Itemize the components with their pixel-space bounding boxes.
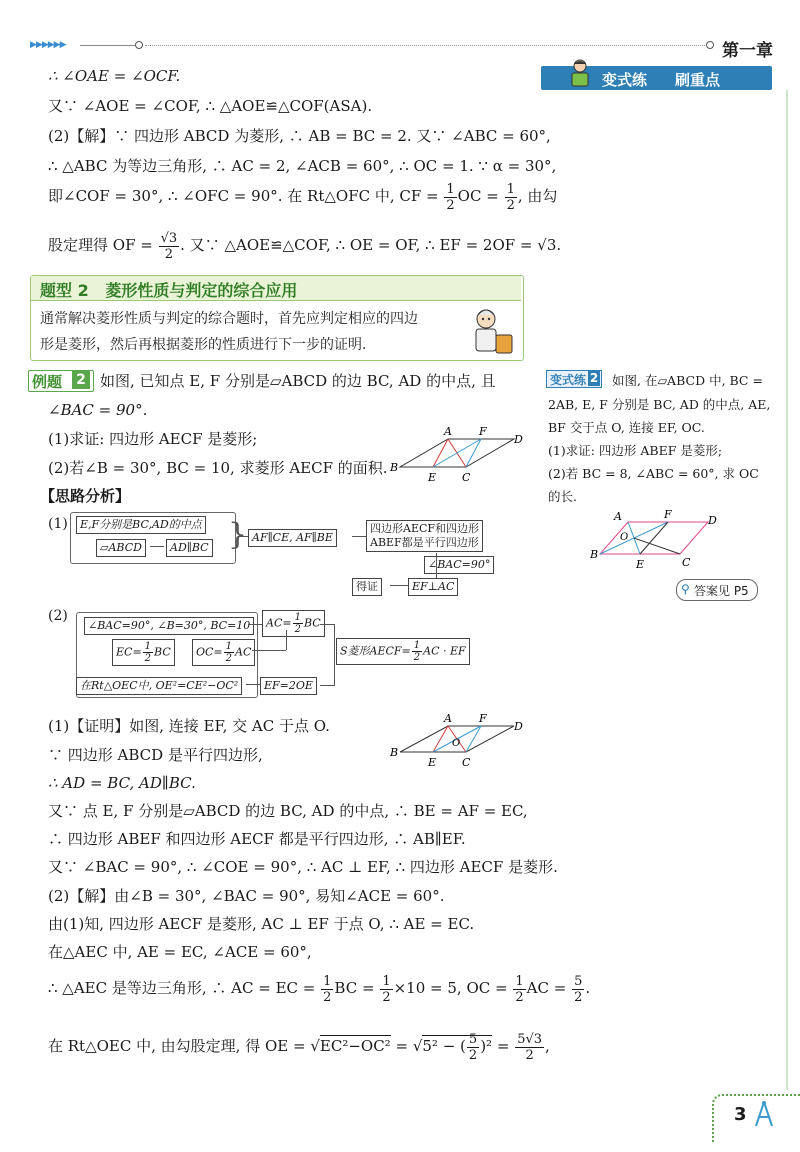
proof-line-10: ∴ △AEC 是等边三角形, ∴ AC = EC = $\frac{1}{2}$ BC = $\frac{1}{2}$ ×10 = 5, OC = $\frac{1}{2}$ AC = $\frac{5}{2}$ . xyxy=(48,973,591,1005)
header-rule-left xyxy=(80,45,135,46)
flow1-box-ef-ac: EF⊥AC xyxy=(408,578,458,596)
fig2-label-D: D xyxy=(514,720,523,733)
figure-parallelogram-3 xyxy=(590,508,730,572)
flow1-box-proven: 得证 xyxy=(352,578,382,596)
variant-line-1: 如图, 在▱ABCD 中, BC = xyxy=(612,373,763,388)
example-q1: (1)求证: 四边形 AECF 是菱形; xyxy=(48,430,258,448)
flow2-box-pythagoras: 在Rt△OEC中, OE²=CE²−OC² xyxy=(76,677,242,695)
fig3-label-D: D xyxy=(708,514,717,527)
header-dotted-rule xyxy=(145,45,705,46)
fig1-label-E: E xyxy=(428,471,437,484)
variant-line-3: BF 交于点 O, 连接 EF, OC. xyxy=(548,420,705,435)
proof-line-9: 在△AEC 中, AE = EC, ∠ACE = 60°, xyxy=(48,943,312,961)
variant-line-2: 2AB, E, F 分别是 BC, AD 的中点, AE, xyxy=(548,397,771,412)
fig2-label-O: O xyxy=(452,738,461,749)
professor-icon xyxy=(468,305,516,357)
proof-line-6: 又∵ ∠BAC = 90°, ∴ ∠COE = 90°, ∴ AC ⊥ EF, ∴ 四边形 AECF 是菱形. xyxy=(48,858,558,876)
answer-text: 答案见 P5 xyxy=(694,584,749,598)
banner-title: 变式练 xyxy=(602,71,648,89)
proof-line-3: ∴ AD = BC, AD∥BC. xyxy=(48,774,196,792)
fig1-label-B: B xyxy=(390,461,399,474)
variant-label: 变式练 xyxy=(550,373,587,387)
flow1-arrow-3 xyxy=(352,536,366,537)
flow1-box-ad-bc: AD∥BC xyxy=(166,539,213,557)
student-icon xyxy=(568,58,592,88)
chapter-title: 第一章 xyxy=(722,41,773,61)
variant-line-6: 的长. xyxy=(548,489,577,504)
flow1-box-midpoints: E,F分别是BC,AD的中点 xyxy=(76,516,206,534)
fig1-label-F: F xyxy=(479,425,487,438)
proof-line-8: 由(1)知, 四边形 AECF 是菱形, AC ⊥ EF 于点 O, ∴ AE = EC. xyxy=(48,915,475,933)
prev-line-3: (2)【解】∵ 四边形 ABCD 为菱形, ∴ AB = BC = 2. 又∵ ∠ABC = 60°, xyxy=(48,127,551,145)
topic-title: 题型 2 菱形性质与判定的综合应用 xyxy=(40,281,298,300)
prev-line-1: ∴ ∠OAE = ∠OCF. xyxy=(48,67,181,85)
header-dot-right xyxy=(706,41,714,49)
proof-line-5: ∴ 四边形 ABEF 和四边形 AECF 都是平行四边形, ∴ AB∥EF. xyxy=(48,830,466,848)
flow2-arrow-5 xyxy=(320,624,335,686)
prev-line-5: 即∠COF = 30°, ∴ ∠OFC = 90°. 在 Rt△OFC 中, CF = $\frac{1}{2}$ OC = $\frac{1}{2}$ , 由勾 xyxy=(48,181,558,213)
fig3-label-E: E xyxy=(636,558,645,571)
fig3-label-C: C xyxy=(682,556,691,569)
proof-line-2: ∵ 四边形 ABCD 是平行四边形, xyxy=(48,746,263,764)
prev-line-6: 股定理得 OF = $\frac{√3}{2}$ . 又∵ △AOE≌△COF, ∴ OE = OF, ∴ EF = 2OF = √3. xyxy=(48,230,562,262)
right-column-divider xyxy=(786,90,788,1090)
variant-line-4: (1)求证: 四边形 ABEF 是菱形; xyxy=(548,443,723,458)
example-line-1: 如图, 已知点 E, F 分别是▱ABCD 的边 BC, AD 的中点, 且 xyxy=(100,372,496,390)
flow2-box-oc: OC= $\frac{1}{2}$ AC xyxy=(192,639,255,666)
example-line-2: ∠BAC = 90°. xyxy=(48,401,148,419)
compass-icon xyxy=(752,1100,776,1128)
flow2-box-ef: EF=2OE xyxy=(260,677,317,695)
flow2-arrow-1 xyxy=(248,624,262,625)
proof-line-11: 在 Rt△OEC 中, 由勾股定理, 得 OE = √EC²−OC² = √5² − ( $\frac{5}{2}$ )² = $\frac{5√3}{2}$ , xyxy=(48,1031,550,1063)
flow1-arrow-2 xyxy=(238,536,248,537)
analysis-title: 【思路分析】 xyxy=(40,487,131,505)
prev-line-4: ∴ △ABC 为等边三角形, ∴ AC = 2, ∠ACB = 60°, ∴ OC = 1. ∵ α = 30°, xyxy=(48,157,557,175)
flow2-arrow-2 xyxy=(252,650,286,651)
example-q2: (2)若∠B = 30°, BC = 10, 求菱形 AECF 的面积. xyxy=(48,459,388,477)
flow2-box-ec: EC= $\frac{1}{2}$ BC xyxy=(112,639,175,666)
flow1-box-bac90: ∠BAC=90° xyxy=(424,556,494,574)
example-label: 例题 xyxy=(32,373,63,391)
flow2-arrow-4 xyxy=(246,684,260,685)
flow1-brace: } xyxy=(228,517,248,552)
flow1-part-label: (1) xyxy=(48,516,68,532)
prev-line-2: 又∵ ∠AOE = ∠COF, ∴ △AOE≌△COF(ASA). xyxy=(48,97,373,115)
flow2-box-given: ∠BAC=90°, ∠B=30°, BC=10 xyxy=(84,617,254,635)
proof-line-1: (1)【证明】如图, 连接 EF, 交 AC 于点 O. xyxy=(48,717,330,735)
proof-line-4: 又∵ 点 E, F 分别是▱ABCD 的边 BC, AD 的中点, ∴ BE = AF = EC, xyxy=(48,802,528,820)
flow1-box-parallelograms xyxy=(366,520,483,552)
fig1-label-A: A xyxy=(444,425,452,438)
flow1-box-af-ce: AF∥CE, AF∥BE xyxy=(248,529,337,547)
flow1-arrow-4 xyxy=(436,553,437,578)
proof-line-7: (2)【解】由∠B = 30°, ∠BAC = 90°, 易知∠ACE = 60°. xyxy=(48,887,445,905)
fig1-label-D: D xyxy=(514,433,523,446)
flow2-box-area: S菱形AECF= $\frac{1}{2}$ AC · EF xyxy=(336,638,470,665)
topic-desc-line-2: 形是菱形，然后再根据菱形的性质进行下一步的证明. xyxy=(40,337,367,353)
figure-parallelogram-1 xyxy=(388,425,526,487)
fig2-label-F: F xyxy=(479,712,487,725)
figure-parallelogram-2 xyxy=(388,712,526,770)
fig2-label-C: C xyxy=(462,756,471,769)
flow1-parallelograms-line-1: 四边形AECF和四边形 xyxy=(370,522,480,535)
flow2-part-label: (2) xyxy=(48,608,68,624)
variant-number: 2 xyxy=(589,371,599,385)
flow1-arrow-1 xyxy=(150,546,164,547)
flow1-arrow-5 xyxy=(390,585,408,586)
fig2-label-A: A xyxy=(444,712,452,725)
fig1-label-C: C xyxy=(462,471,471,484)
key-icon: ⚲ xyxy=(681,582,690,596)
variant-line-5: (2)若 BC = 8, ∠ABC = 60°, 求 OC xyxy=(548,466,759,481)
flow1-parallelograms-line-2: ABEF都是平行四边形 xyxy=(370,536,479,549)
example-number: 2 xyxy=(72,371,90,389)
topic-desc-line-1: 通常解决菱形性质与判定的综合题时，首先应判定相应的四边 xyxy=(40,311,418,327)
header-dot-left xyxy=(135,41,143,49)
fig2-label-B: B xyxy=(390,746,399,759)
fig2-label-E: E xyxy=(428,756,437,769)
fig3-label-O: O xyxy=(620,532,629,543)
fig3-label-B: B xyxy=(590,548,599,561)
fig3-label-A: A xyxy=(614,510,622,523)
header-arrows: ▶▶▶▶▶▶ xyxy=(30,40,66,50)
flow2-arrow-3 xyxy=(286,630,287,650)
flow1-box-abcd: ▱ABCD xyxy=(96,539,146,557)
banner-subtitle: 刷重点 xyxy=(675,71,721,89)
page-number: 3 xyxy=(734,1104,747,1125)
flow2-box-ac: AC= $\frac{1}{2}$ BC xyxy=(262,610,325,637)
fig3-label-F: F xyxy=(664,508,672,521)
